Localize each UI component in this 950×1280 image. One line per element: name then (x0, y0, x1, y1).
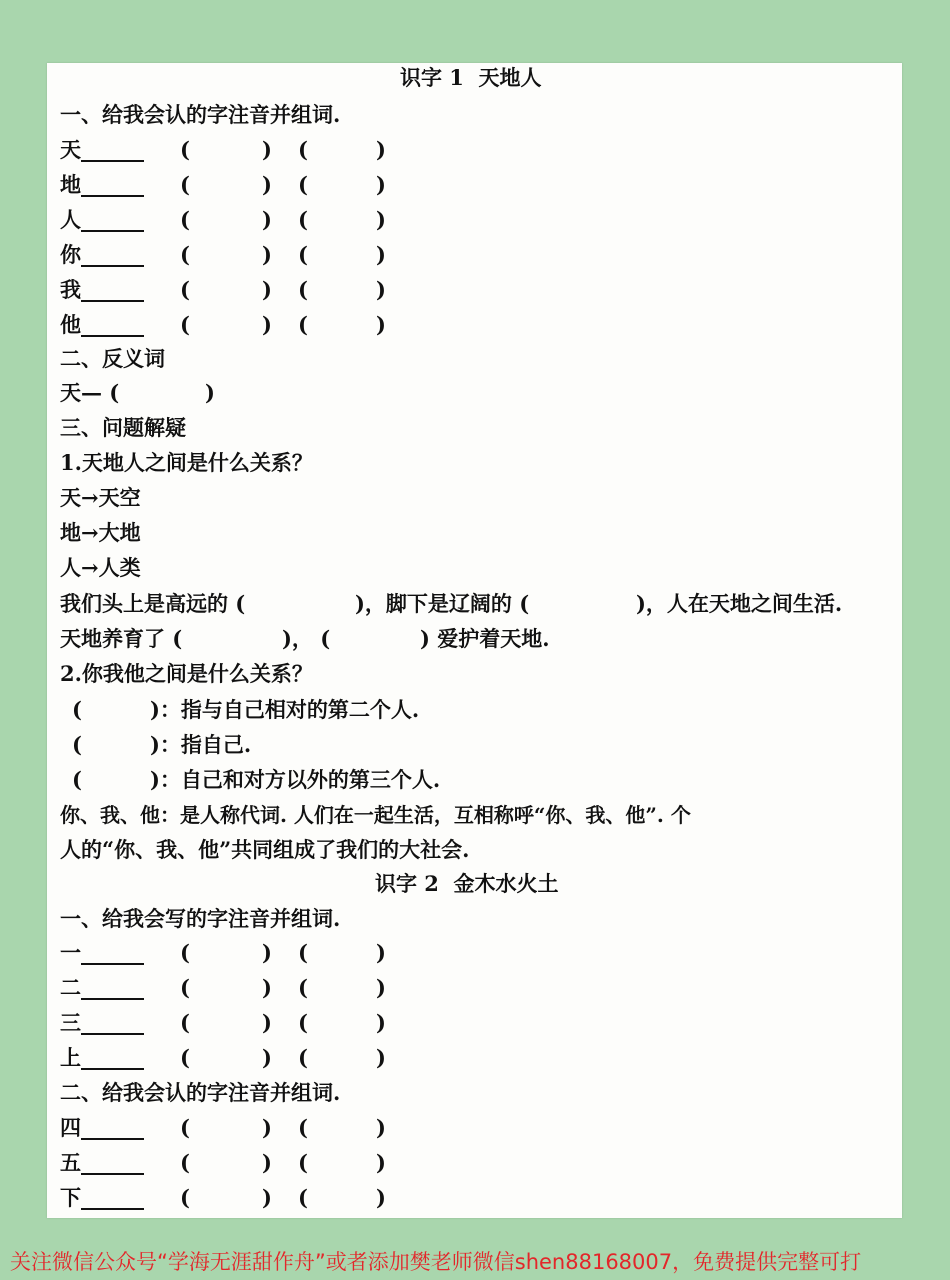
sentence-part: )，脚下是辽阔的 ( (355, 591, 530, 616)
paren-close: ) (376, 1045, 386, 1070)
pronoun-definition: )：指自己. (150, 732, 252, 757)
sentence-part: )，人在天地之间生活. (636, 591, 843, 616)
row-char: 我______ (60, 277, 144, 302)
paren-open: ( (298, 1150, 308, 1175)
question-2: 2.你我他之间是什么关系？ (60, 661, 313, 686)
paren-open: ( (180, 1150, 190, 1175)
row-char: 四______ (60, 1115, 144, 1140)
paren-close: ) (376, 137, 386, 162)
paren-open: ( (298, 1045, 308, 1070)
mapping-earth: 地→大地 (60, 520, 141, 545)
row-char: 上______ (60, 1045, 144, 1070)
paren-open: ( (180, 1045, 190, 1070)
mapping-human: 人→人类 (60, 555, 141, 580)
paren-open: ( (298, 277, 308, 302)
paren-open: ( (180, 975, 190, 1000)
paren-open: ( (298, 1010, 308, 1035)
paren-close: ) (262, 1185, 272, 1210)
paren-open: ( (298, 242, 308, 267)
paren-close: ) (262, 172, 272, 197)
row-char: 人______ (60, 207, 144, 232)
paren-open: ( (72, 767, 82, 792)
sentence-part: )， ( (282, 626, 331, 651)
paren-open: ( (298, 137, 308, 162)
paren-close: ) (262, 312, 272, 337)
section2-q2-heading: 二、给我会认的字注音并组词. (60, 1080, 341, 1105)
sentence-part: 天地养育了 ( (60, 626, 183, 651)
paren-open: ( (298, 1185, 308, 1210)
paren-close: ) (376, 940, 386, 965)
paren-open: ( (180, 242, 190, 267)
row-char: 三______ (60, 1010, 144, 1035)
paren-open: ( (180, 940, 190, 965)
paren-open: ( (298, 312, 308, 337)
paren-close: ) (376, 1185, 386, 1210)
sentence-part: 我们头上是高远的 ( (60, 591, 246, 616)
paren-close: ) (262, 207, 272, 232)
paren-close: ) (376, 277, 386, 302)
paragraph-line-2: 人的“你、我、他”共同组成了我们的大社会. (60, 837, 470, 862)
section1-q3-heading: 三、问题解疑 (60, 415, 186, 440)
paren-close: ) (262, 242, 272, 267)
paren-close: ) (262, 277, 272, 302)
paren-close: ) (376, 207, 386, 232)
row-char: 天______ (60, 137, 144, 162)
row-char: 五______ (60, 1150, 144, 1175)
paren-close: ) (262, 1045, 272, 1070)
paren-close: ) (262, 975, 272, 1000)
paren-open: ( (298, 207, 308, 232)
paren-close: ) (376, 1010, 386, 1035)
paren-close: ) (376, 312, 386, 337)
antonym-text: 天— ( (60, 380, 120, 405)
paren-close: ) (376, 242, 386, 267)
paren-close: ) (262, 940, 272, 965)
row-char: 二______ (60, 975, 144, 1000)
question-1: 1.天地人之间是什么关系？ (60, 450, 313, 475)
paren-close: ) (262, 137, 272, 162)
section2-title: 识字 2 金木水火土 (375, 871, 559, 896)
paren-close: ) (376, 172, 386, 197)
mapping-sky: 天→天空 (60, 485, 141, 510)
pronoun-definition: )：自己和对方以外的第三个人. (150, 767, 441, 792)
paren-close: ) (376, 975, 386, 1000)
row-char: 一______ (60, 940, 144, 965)
row-char: 你______ (60, 242, 144, 267)
paren-open: ( (298, 975, 308, 1000)
paren-open: ( (298, 1115, 308, 1140)
paren-close: ) (262, 1010, 272, 1035)
row-char: 地______ (60, 172, 144, 197)
section1-q2-heading: 二、反义词 (60, 346, 165, 371)
section2-q1-heading: 一、给我会写的字注音并组词. (60, 906, 341, 931)
paren-close: ) (262, 1150, 272, 1175)
paragraph-line-1: 你、我、他：是人称代词. 人们在一起生活，互相称呼“你、我、他”. 个 (60, 803, 691, 827)
section1-q1-heading: 一、给我会认的字注音并组词. (60, 102, 341, 127)
row-char: 下______ (60, 1185, 144, 1210)
paren-open: ( (180, 1185, 190, 1210)
paren-close: ) (205, 380, 215, 405)
paren-open: ( (72, 732, 82, 757)
sentence-part: ) 爱护着天地. (420, 626, 550, 651)
paren-open: ( (298, 172, 308, 197)
promo-footer-text: 关注微信公众号“学海无涯甜作舟”或者添加樊老师微信shen88168007，免费提供完整可打 (10, 1250, 862, 1274)
paren-open: ( (180, 277, 190, 302)
pronoun-definition: )：指与自己相对的第二个人. (150, 697, 420, 722)
paren-open: ( (180, 207, 190, 232)
paren-open: ( (180, 137, 190, 162)
row-char: 他______ (60, 312, 144, 337)
paren-open: ( (180, 312, 190, 337)
paren-open: ( (180, 172, 190, 197)
paren-close: ) (262, 1115, 272, 1140)
paren-open: ( (72, 697, 82, 722)
paren-close: ) (376, 1150, 386, 1175)
paren-open: ( (180, 1115, 190, 1140)
section1-title: 识字 1 天地人 (400, 65, 542, 90)
paren-open: ( (180, 1010, 190, 1035)
paren-close: ) (376, 1115, 386, 1140)
paren-open: ( (298, 940, 308, 965)
